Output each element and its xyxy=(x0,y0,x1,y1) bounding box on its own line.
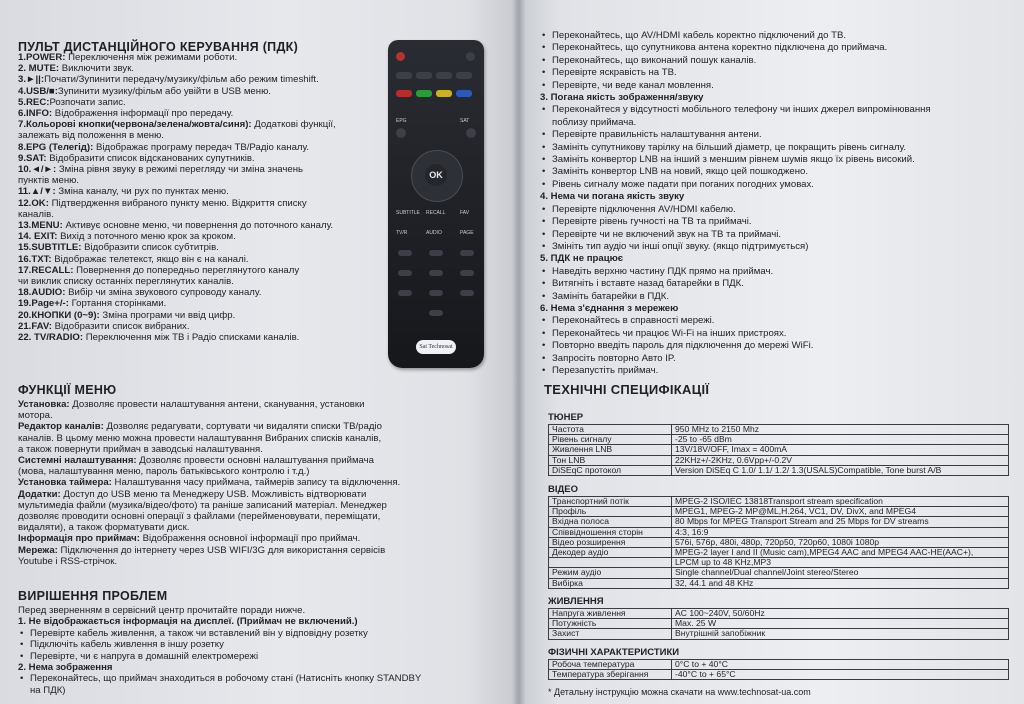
menu-function-line xyxy=(18,466,498,477)
remote-key-line-text: Активує основне меню, чи повернення до поточного каналу. xyxy=(62,220,334,232)
spec-param: Температура зберігання xyxy=(549,670,672,680)
spec-param: Режим аудіо xyxy=(549,568,672,578)
remote-key-line-key: 9.SAT: xyxy=(18,152,47,164)
remote-key-line xyxy=(18,220,388,231)
menu-function-line-key: Системні налаштування: xyxy=(18,455,137,467)
trouble-line: • Перевірте рівень гучності на ТВ та приймачі. xyxy=(540,216,1010,228)
remote-key-line xyxy=(18,175,388,186)
spec-param: Декодер аудіо xyxy=(549,547,672,557)
remote-key-line xyxy=(18,298,388,309)
remote-key-line xyxy=(18,52,388,63)
subtitle-label: SUBTITLE xyxy=(396,210,420,216)
remote-key-line xyxy=(18,310,388,321)
spec-group-heading: ВІДЕО xyxy=(548,484,578,495)
menu-function-line-text: Дозволяє редагувати, сортувати чи видаляти списки ТВ/радіо xyxy=(103,421,382,433)
rec-button-image xyxy=(436,72,452,79)
remote-control-image xyxy=(388,40,484,368)
spec-param: Рівень сигналу xyxy=(549,435,672,445)
remote-key-line xyxy=(18,164,388,175)
digit-5-button-image xyxy=(429,270,443,276)
usb-button-image xyxy=(416,72,432,79)
spec-group-heading: ТЮНЕР xyxy=(548,412,584,423)
digit-0-button-image xyxy=(429,310,443,316)
trouble-line: • Перевірте, чи веде канал мовлення. xyxy=(540,80,1010,92)
menu-function-line xyxy=(18,489,498,500)
remote-key-line-key: 16.TXT: xyxy=(18,253,52,265)
remote-key-line-text: Відобразити список субтитрів. xyxy=(81,242,219,254)
remote-key-line-text: Зміна програми чи ввід цифр. xyxy=(99,309,236,321)
remote-key-line-key: 10.◄/►: xyxy=(18,164,57,176)
remote-key-line-text: Зупинити музику/фільм або увійти в USB меню. xyxy=(57,85,271,97)
spec-row xyxy=(549,527,1009,537)
menu-function-line xyxy=(18,455,498,466)
spec-param: DiSEqC протокол xyxy=(549,465,672,475)
trouble-line-heading: 1. Не відображається інформація на дисплеї. (Приймач не включений.) xyxy=(18,616,358,628)
trouble-line: • Замініть супутникову тарілку на більший діаметр, це покращить рівень сигналу. xyxy=(540,142,1010,154)
remote-key-line xyxy=(18,186,388,197)
audio-label: AUDIO xyxy=(426,230,442,236)
exit-button-image xyxy=(466,128,476,138)
remote-key-line-key: 14. EXIT: xyxy=(18,231,58,243)
trouble-line: • Переконайтесь, що виконаний пошук каналів. xyxy=(540,55,1010,67)
spec-value: LPCM up to 48 KHz,MP3 xyxy=(672,558,1009,568)
spec-row xyxy=(549,619,1009,629)
spec-row xyxy=(549,425,1009,435)
trouble-line: • Перевірте чи не включений звук на ТВ та приймачі. xyxy=(540,229,1010,241)
remote-key-line-text: Переключення між режимами роботи. xyxy=(65,52,238,63)
remote-key-line xyxy=(18,130,388,141)
digit-8-button-image xyxy=(429,290,443,296)
menu-function-line-text: Дозволяє провести налаштування антени, сканування, установки xyxy=(69,399,365,410)
menu-function-line-text: Налаштування часу приймача, таймерів запису та відключення. xyxy=(111,477,401,489)
green-button-image xyxy=(416,90,432,97)
tv-radio-label: TV/R xyxy=(396,230,408,236)
remote-key-line-text: Відображає програму передач ТВ/Радіо каналу. xyxy=(93,141,310,153)
remote-key-line xyxy=(18,142,388,153)
spec-row xyxy=(549,547,1009,557)
menu-button-image xyxy=(396,128,406,138)
spec-row xyxy=(549,629,1009,639)
menu-function-line-key: Мережа: xyxy=(18,544,58,556)
trouble-line: • Перезапустіть приймач. xyxy=(540,365,1010,377)
troubleshooting-continued-list xyxy=(540,30,1010,377)
spec-row xyxy=(549,568,1009,578)
trouble-line: • Змініть тип аудіо чи інші опції звуку. (якщо підтримується) xyxy=(540,241,1010,253)
spec-group-heading: ФІЗИЧНІ ХАРАКТЕРИСТИКИ xyxy=(548,647,680,658)
trouble-line: • Витягніть і вставте назад батарейки в ПДК. xyxy=(540,278,1010,290)
remote-key-line-key: 3.►||: xyxy=(18,74,45,86)
menu-function-line-text: Дозволяє провести основні налаштування приймача xyxy=(136,455,374,467)
remote-key-line-text: Переключення між ТВ і Радіо списками каналів. xyxy=(83,332,300,344)
trouble-line-heading: 5. ПДК не працює xyxy=(540,253,624,265)
menu-function-line-key: Установка: xyxy=(18,399,70,410)
specs-title: ТЕХНІЧНІ СПЕЦИФІКАЦІЇ xyxy=(544,382,710,397)
menu-function-line-text: а також повернути приймач в заводські налаштування. xyxy=(18,443,263,455)
trouble-line: Перед зверненням в сервісний центр прочитайте поради нижче. xyxy=(18,605,306,616)
remote-key-line-text: Вибір чи зміна звукового супроводу каналу. xyxy=(65,287,262,299)
menu-function-line xyxy=(18,477,498,488)
spec-param: Робоча температура xyxy=(549,660,672,670)
trouble-line: • Перевірте правильність налаштування антени. xyxy=(540,129,1010,141)
remote-key-line-key: 8.EPG (Телегід): xyxy=(18,141,94,153)
trouble-line: • Запросіть повторно Авто IP. xyxy=(540,353,1010,365)
remote-key-line-key: 19.Page+/-: xyxy=(18,298,69,310)
spec-value: 13V/18V/OFF, Imax = 400mA xyxy=(672,445,1009,455)
menu-function-line-text: Відображення основної інформації про приймач. xyxy=(139,533,361,545)
spec-value: Внутрішній запобіжник xyxy=(672,629,1009,639)
remote-key-line-key: 6.INFO: xyxy=(18,108,53,120)
menu-function-line-key: Додатки: xyxy=(18,488,61,500)
trouble-line: • Переконайтесь, що AV/HDMI кабель коректно підключений до ТВ. xyxy=(540,30,1010,42)
remote-key-list xyxy=(18,52,388,343)
remote-key-line-key: 12.OK: xyxy=(18,197,49,209)
play-button-image xyxy=(396,72,412,79)
menu-function-line-key: Установка таймера: xyxy=(18,477,112,489)
trouble-section-title: ВИРІШЕННЯ ПРОБЛЕМ xyxy=(18,589,168,603)
red-button-image xyxy=(396,90,412,97)
remote-key-line-text: каналів. xyxy=(18,208,54,220)
remote-key-line xyxy=(18,254,388,265)
trouble-line-heading: 3. Погана якість зображення/звуку xyxy=(540,92,704,104)
spec-param: Напруга живлення xyxy=(549,609,672,619)
menu-functions-list xyxy=(18,399,498,567)
trouble-line: • Повторно введіть пароль для підключення до мережі WiFi. xyxy=(540,340,1010,352)
remote-key-line xyxy=(18,276,388,287)
menu-function-line-key: Редактор каналів: xyxy=(18,421,104,433)
trouble-line-heading: 2. Нема зображення xyxy=(18,662,113,674)
spec-table xyxy=(548,424,1009,476)
spec-param: Живлення LNB xyxy=(549,445,672,455)
spec-value: 0°C to + 40°C xyxy=(672,660,1009,670)
remote-key-line-text: залежать від положення в меню. xyxy=(18,130,164,142)
recall-label: RECALL xyxy=(426,210,446,216)
remote-key-line xyxy=(18,231,388,242)
menu-function-line-text: (мова, налаштування меню, пароль батьківського контролю і т.д.) xyxy=(18,466,310,478)
spec-param: Тон LNB xyxy=(549,455,672,465)
menu-function-line xyxy=(18,433,498,444)
remote-key-line-text: Вихід з поточного меню крок за кроком. xyxy=(57,231,236,243)
spec-param: Транспортний потік xyxy=(549,497,672,507)
spec-group-heading: ЖИВЛЕННЯ xyxy=(548,596,604,607)
remote-key-line-text: Повернення до попередньо переглянутого каналу xyxy=(73,264,300,276)
trouble-line: • Перевірте підключення AV/HDMI кабелю. xyxy=(540,204,1010,216)
menu-function-line-key: Інформація про приймач: xyxy=(18,533,140,545)
spec-value: 950 MHz to 2150 Mhz xyxy=(672,425,1009,435)
remote-key-line-text: чи виклик списку останніх переглянутих каналів. xyxy=(18,276,234,288)
menu-function-line-text: Доступ до USB меню та Менеджеру USB. Можливість відтворювати xyxy=(60,488,367,500)
yellow-button-image xyxy=(436,90,452,97)
power-button-image xyxy=(396,52,405,61)
spec-row xyxy=(549,455,1009,465)
digit-1-button-image xyxy=(398,250,412,256)
remote-key-line xyxy=(18,63,388,74)
spec-row xyxy=(549,435,1009,445)
trouble-line: поблизу приймача. xyxy=(552,116,637,128)
spec-value: -25 to -65 dBm xyxy=(672,435,1009,445)
trouble-line: • Переконайтесь в справності мережі. xyxy=(540,315,1010,327)
book-spine xyxy=(512,0,526,704)
spec-param: Частота xyxy=(549,425,672,435)
spec-param: Відео розширення xyxy=(549,537,672,547)
remote-key-line-key: 7.Кольорові кнопки(червона/зелена/жовта/синя): xyxy=(18,119,252,131)
remote-key-line-key: 1.POWER: xyxy=(18,52,66,63)
digit-3-button-image xyxy=(460,250,474,256)
remote-key-line xyxy=(18,86,388,97)
epg-label: EPG xyxy=(396,118,407,124)
spec-param xyxy=(549,558,672,568)
menu-function-line xyxy=(18,545,498,556)
spec-row xyxy=(549,537,1009,547)
spec-value: MPEG1, MPEG-2 MP@ML,H.264, VC1, DV, DivX, and MPEG4 xyxy=(672,507,1009,517)
remote-key-line-key: 17.RECALL: xyxy=(18,264,74,276)
remote-key-line-key: 15.SUBTITLE: xyxy=(18,242,82,254)
spec-value: 80 Mbps for MPEG Transport Stream and 25 Mbps for DV streams xyxy=(672,517,1009,527)
remote-key-line-text: Зміна рівня звуку в режимі перегляду чи зміна значень xyxy=(56,164,303,176)
spec-param: Вхідна полоса xyxy=(549,517,672,527)
menu-function-line xyxy=(18,410,498,421)
spec-value: Max. 25 W xyxy=(672,619,1009,629)
remote-key-line-text: пунктів меню. xyxy=(18,175,79,187)
remote-key-line-text: Відобразити список відсканованих супутників. xyxy=(46,152,255,164)
menu-section-title: ФУНКЦІЇ МЕНЮ xyxy=(18,383,117,397)
menu-function-line-text: мотора. xyxy=(18,410,53,422)
ok-button-image: OK xyxy=(425,164,447,186)
menu-function-line xyxy=(18,444,498,455)
spec-row xyxy=(549,578,1009,588)
remote-key-line-text: Підтвердження вибраного пункту меню. Відкриття списку xyxy=(48,197,307,209)
remote-key-line xyxy=(18,287,388,298)
troubleshooting-list xyxy=(18,605,498,696)
trouble-line: • Замініть конвертор LNB на новий, якщо цей пошкоджено. xyxy=(540,166,1010,178)
menu-function-line xyxy=(18,500,498,511)
menu-function-line-text: мультимедіа файли (музика/відео/фото) та раніше записаний матеріал. Менеджер xyxy=(18,499,387,511)
page-label: PAGE xyxy=(460,230,474,236)
remote-key-line xyxy=(18,242,388,253)
remote-key-line-text: Почати/Зупинити передачу/музику/фільм або режим timeshift. xyxy=(44,74,319,86)
remote-key-line xyxy=(18,209,388,220)
spec-table xyxy=(548,659,1009,680)
menu-function-line xyxy=(18,421,498,432)
remote-key-line-key: 20.КНОПКИ (0~9): xyxy=(18,309,100,321)
remote-key-line xyxy=(18,265,388,276)
menu-function-line xyxy=(18,556,498,567)
sat-label: SAT xyxy=(460,118,470,124)
info-button-image xyxy=(456,72,472,79)
trouble-line: • Переконайтесь, що приймач знаходиться в робочому стані (Натисніть кнопку STANDBY xyxy=(18,673,498,684)
trouble-line: • Перевірте, чи є напруга в домашній електромережі xyxy=(18,651,498,662)
technosat-logo: Sat Technosat xyxy=(416,340,456,354)
spec-table xyxy=(548,496,1009,589)
remote-key-line-key: 13.MENU: xyxy=(18,220,63,232)
spec-value: AC 100~240V, 50/60Hz xyxy=(672,609,1009,619)
trouble-line: • Замініть батарейки в ПДК. xyxy=(540,291,1010,303)
spec-param: Захист xyxy=(549,629,672,639)
mute-button-image xyxy=(466,52,475,61)
menu-function-line-text: Youtube і RSS-стрічок. xyxy=(18,555,118,567)
spec-row xyxy=(549,497,1009,507)
spec-row xyxy=(549,558,1009,568)
spec-table xyxy=(548,608,1009,640)
remote-key-line xyxy=(18,321,388,332)
spec-value: 32, 44.1 and 48 KHz xyxy=(672,578,1009,588)
trouble-line-heading: 4. Нема чи погана якість звуку xyxy=(540,191,685,203)
remote-key-line-key: 4.USB/■: xyxy=(18,85,58,97)
spec-param: Співвідношення сторін xyxy=(549,527,672,537)
digit-6-button-image xyxy=(460,270,474,276)
spec-row xyxy=(549,517,1009,527)
remote-key-line-key: 5.REC: xyxy=(18,96,50,108)
trouble-line: • Наведіть верхню частину ПДК прямо на приймач. xyxy=(540,266,1010,278)
remote-key-line-text: Додаткові функції, xyxy=(251,119,336,131)
remote-key-line-text: Відображення інформації про передачу. xyxy=(52,108,234,120)
spec-value: 4:3, 16:9 xyxy=(672,527,1009,537)
remote-key-line-text: Виключити звук. xyxy=(59,63,135,75)
remote-key-line xyxy=(18,74,388,85)
spec-value: 22KHz+/-2KHz, 0.6Vpp+/-0.2V xyxy=(672,455,1009,465)
spec-row xyxy=(549,670,1009,680)
remote-key-line-text: Зміна каналу, чи рух по пунктах меню. xyxy=(55,186,229,198)
remote-key-line xyxy=(18,332,388,343)
trouble-line: • Перевірте кабель живлення, а також чи вставлений він у відповідну розетку xyxy=(18,628,498,639)
remote-key-line-key: 22. TV/RADIO: xyxy=(18,332,84,344)
menu-function-line xyxy=(18,399,498,410)
remote-key-line-key: 11.▲/▼: xyxy=(18,186,56,198)
spec-row xyxy=(549,660,1009,670)
menu-function-line xyxy=(18,522,498,533)
menu-function-line-text: дозволяє проводити основні операції з файлами (перейменовувати, переміщати, xyxy=(18,511,381,523)
spec-value: Single channel/Dual channel/Joint stereo/Stereo xyxy=(672,568,1009,578)
blue-button-image xyxy=(456,90,472,97)
spec-value: -40°C to + 65°C xyxy=(672,670,1009,680)
digit-2-button-image xyxy=(429,250,443,256)
remote-key-line xyxy=(18,198,388,209)
spec-row xyxy=(549,445,1009,455)
trouble-line: • Підключіть кабель живлення в іншу розетку xyxy=(18,639,498,650)
trouble-line-heading: 6. Нема з'єднання з мережею xyxy=(540,302,679,314)
trouble-line: • Рівень сигналу може падати при поганих погодних умовах. xyxy=(540,179,1010,191)
menu-function-line-text: каналів. В цьому меню можна провести налаштування Вибраних списків каналів, xyxy=(18,432,382,444)
spec-value: 576i, 576p, 480i, 480p, 720p50, 720p60, 1080i 1080p xyxy=(672,537,1009,547)
remote-key-line xyxy=(18,97,388,108)
remote-key-line-text: Відобразити список вибраних. xyxy=(51,320,190,332)
remote-key-line-text: Відображає телетекст, якщо він є на каналі. xyxy=(51,253,249,265)
digit-4-button-image xyxy=(398,270,412,276)
spec-param: Профіль xyxy=(549,507,672,517)
remote-key-line xyxy=(18,108,388,119)
spec-value: MPEG-2 ISO/IEC 13818Transport stream specification xyxy=(672,497,1009,507)
spec-value: Version DiSEq C 1.0/ 1.1/ 1.2/ 1.3(USALS)Compatible, Tone burst A/B xyxy=(672,465,1009,475)
remote-key-line-text: Гортання сторінками. xyxy=(68,298,167,310)
remote-key-line-key: 21.FAV: xyxy=(18,320,52,332)
remote-section-title: ПУЛЬТ ДИСТАНЦІЙНОГО КЕРУВАННЯ (ПДК) xyxy=(18,40,299,54)
remote-key-line xyxy=(18,119,388,130)
trouble-line: • Переконайтеся у відсутності мобільного телефону чи інших джерел випромінювання xyxy=(540,104,1010,116)
remote-key-line-text: Розпочати запис. xyxy=(49,96,126,108)
menu-function-line xyxy=(18,533,498,544)
trouble-line: на ПДК) xyxy=(30,684,66,696)
menu-function-line-text: видаляти), а також форматувати диск. xyxy=(18,522,190,534)
remote-key-line-key: 2. MUTE: xyxy=(18,63,60,75)
spec-row xyxy=(549,609,1009,619)
fav-label: FAV xyxy=(460,210,470,216)
remote-key-line-key: 18.AUDIO: xyxy=(18,287,66,299)
trouble-line: • Переконайтесь чи працює Wi-Fi на інших пристроях. xyxy=(540,328,1010,340)
digit-7-button-image xyxy=(398,290,412,296)
trouble-line: • Переконайтесь, що супутникова антена коректно підключена до приймача. xyxy=(540,42,1010,54)
digit-9-button-image xyxy=(460,290,474,296)
remote-key-line xyxy=(18,153,388,164)
spec-value: MPEG-2 layer I and II (Music cam),MPEG4 AAC and MPEG4 AAC-HE(AAC+), xyxy=(672,547,1009,557)
spec-row xyxy=(549,465,1009,475)
spec-param: Вибірка xyxy=(549,578,672,588)
spec-param: Потужність xyxy=(549,619,672,629)
footnote: * Детальну інструкцію можна скачати на www.technosat-ua.com xyxy=(548,687,811,697)
trouble-line: • Перевірте яскравість на ТВ. xyxy=(540,67,1010,79)
spec-row xyxy=(549,507,1009,517)
trouble-line: • Замініть конвертор LNB на інший з меншим рівнем шумів якщо їх рівень високий. xyxy=(540,154,1010,166)
menu-function-line xyxy=(18,511,498,522)
menu-function-line-text: Підключення до інтернету через USB WIFI/3G для використання сервісів xyxy=(57,544,386,556)
